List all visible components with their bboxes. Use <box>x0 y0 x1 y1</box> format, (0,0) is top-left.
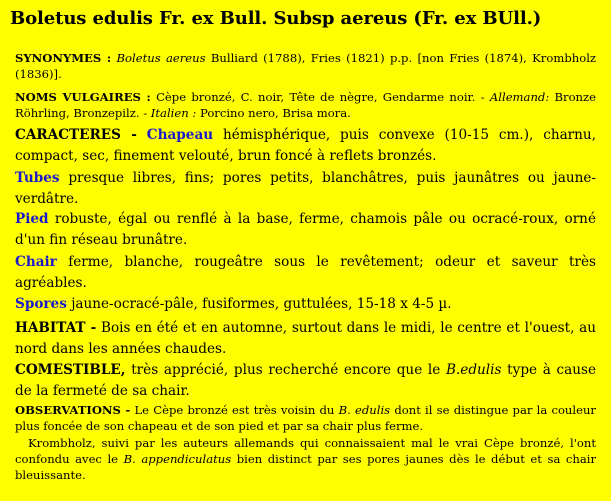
habitat-section <box>15 318 596 359</box>
comestible-label: COMESTIBLE, <box>15 362 126 378</box>
pied-section <box>15 209 596 250</box>
chair-text: ferme, blanche, rougeâtre sous le revêtement; odeur et saveur très agréables. <box>15 254 596 291</box>
spores-section <box>15 294 596 315</box>
observations-label: OBSERVATIONS - <box>15 403 131 417</box>
noms-vulgaires-section <box>15 89 596 121</box>
observations-text2: dont il se distingue par la couleur plus foncée de son chapeau et de son pied et par sa chair plus ferme. <box>15 403 596 433</box>
observations-species2: B. appendiculatus <box>123 452 232 466</box>
synonymes-name: Boletus aereus <box>116 51 206 65</box>
observations-species1: B. edulis <box>338 403 391 417</box>
caracteres-text: hémisphérique, puis convexe (10-15 cm.), charnu, compact, sec, finement velouté, brun foncé à reflets bronzés. <box>15 127 597 164</box>
comestible-section <box>15 360 596 401</box>
chapeau-term: Chapeau <box>146 127 214 143</box>
habitat-label: HABITAT - <box>15 320 97 336</box>
caracteres-section <box>15 125 596 166</box>
page-title: Boletus edulis Fr. ex Bull. Subsp aereus (Fr. ex BUll.) <box>10 8 542 29</box>
habitat-text: Bois en été et en automne, surtout dans le midi, le centre et l'ouest, au nord dans les années chaudes. <box>15 320 596 357</box>
pied-text: robuste, égal ou renflé à la base, ferme, chamois pâle ou ocracé-roux, orné d'un fin réseau brunâtre. <box>15 211 596 248</box>
observations-text3: Krombholz, suivi par les auteurs allemands qui connaissaient mal le vrai Cèpe bronzé, l'ont confondu avec le <box>15 436 596 466</box>
synonymes-label: SYNONYMES : <box>15 51 112 65</box>
observations-section <box>15 402 596 434</box>
comestible-text1: très apprécié, plus recherché encore que le <box>131 362 441 378</box>
synonymes-section <box>15 50 596 82</box>
tubes-text: presque libres, fins; pores petits, blanchâtres, puis jaunâtres ou jaune-verdâtre. <box>15 170 596 207</box>
chair-term: Chair <box>15 254 57 270</box>
comestible-text2: type à cause de la fermeté de sa chair. <box>15 362 597 399</box>
observations-text1: Le Cèpe bronzé est très voisin du <box>134 403 335 417</box>
noms-text3: Porcino nero, Brisa mora. <box>199 106 351 120</box>
spores-text: jaune-ocracé-pâle, fusiformes, guttulées, 15-18 x 4-5 µ. <box>71 296 452 312</box>
tubes-term: Tubes <box>15 170 60 186</box>
pied-term: Pied <box>15 211 49 227</box>
caracteres-label: CARACTERES - <box>15 127 137 143</box>
chair-section <box>15 252 596 293</box>
comestible-species: B.edulis <box>446 362 502 378</box>
synonymes-text: Bulliard (1788), Fries (1821) p.p. [non Fries (1874), Krombholz (1836)]. <box>15 51 597 81</box>
observations-paragraph-2 <box>15 435 596 483</box>
spores-term: Spores <box>15 296 67 312</box>
noms-label: NOMS VULGAIRES : <box>15 90 151 104</box>
tubes-section <box>15 168 596 209</box>
noms-text2: Bronze Röhrling, Bronzepilz. - <box>15 90 596 120</box>
noms-text1: Cèpe bronzé, C. noir, Tête de nègre, Gendarme noir. - <box>156 90 485 104</box>
noms-lang-italien: Italien : <box>150 106 197 120</box>
observations-text4: bien distinct par ses pores jaunes dès le début et sa chair bleuissante. <box>15 452 597 482</box>
noms-lang-allemand: Allemand: <box>489 90 550 104</box>
